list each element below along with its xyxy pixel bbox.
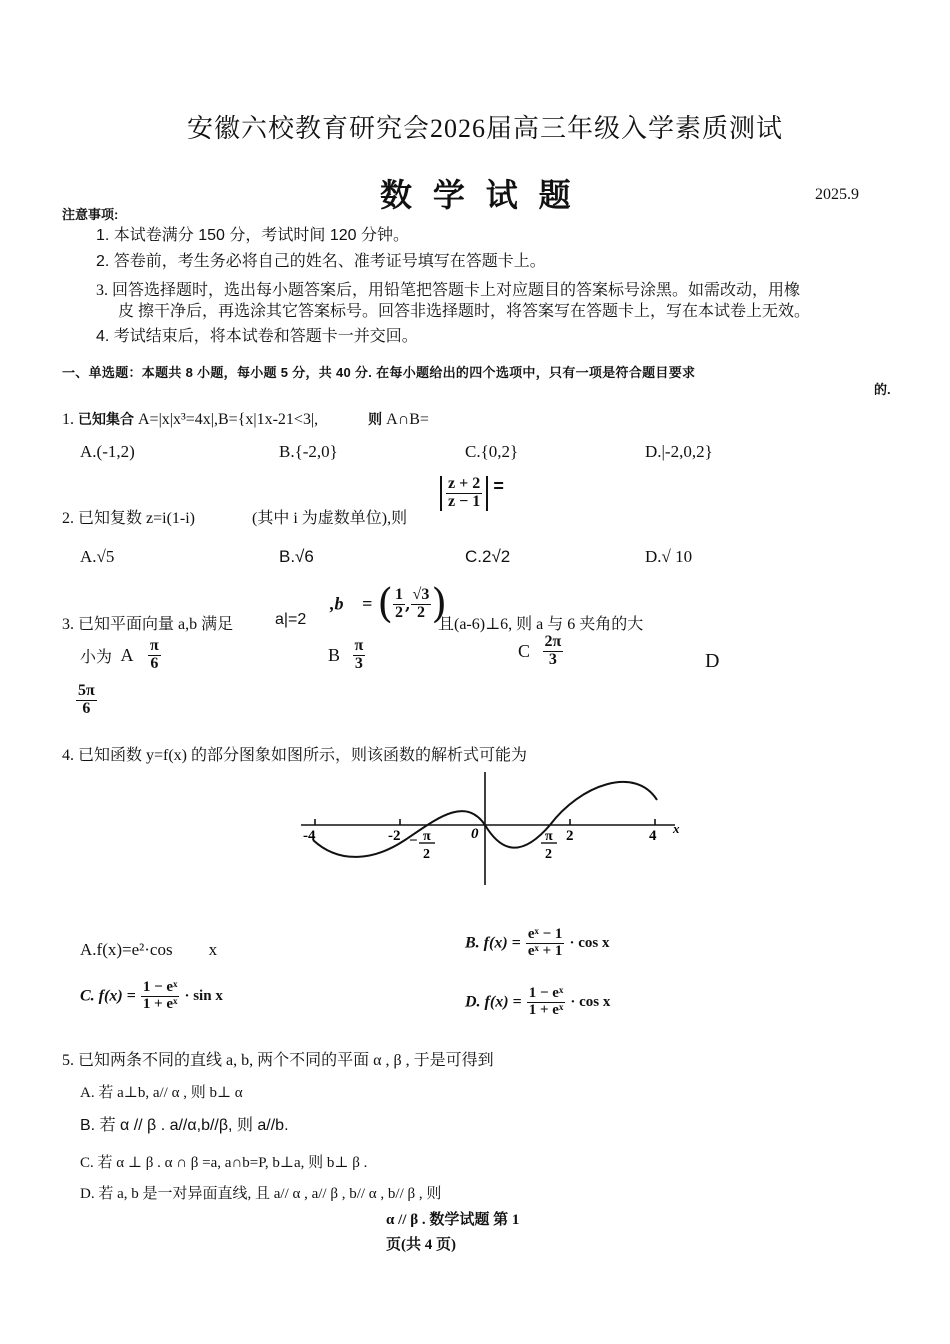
q4-opt-d-label: D. f(x) =: [465, 993, 522, 1011]
q1-then: 则: [368, 411, 383, 427]
q1-option-b: B.{-2,0}: [279, 442, 338, 461]
q2-equals: =: [493, 476, 504, 496]
exam-date: 2025.9: [815, 186, 859, 203]
notice-item: 皮 擦干净后，再选涂其它答案标号。回答非选择题时，将答案写在答题卡上，写在本试卷上无效。: [118, 303, 811, 320]
q2-note: (其中 i 为虚数单位),则: [252, 510, 408, 527]
q5-option-b: B. 若 α // β . a//α,b//β, 则 a//b.: [80, 1117, 289, 1134]
q1-label: 已知集合: [78, 411, 134, 427]
notice-item: 1. 本试卷满分 150 分，考试时间 120 分钟。: [96, 227, 409, 244]
q3-option-d-value: [76, 683, 97, 718]
footer-line1: α // β . 数学试题 第 1: [386, 1212, 520, 1228]
q4-opt-b-tail: · cos x: [569, 934, 610, 951]
q4-opt-a-expr: A.f(x)=e²·cos: [80, 940, 173, 959]
origin-label: 0: [471, 826, 479, 842]
q4-opt-d-tail: · cos x: [570, 993, 611, 1010]
subject-title: 数 学 试 题: [380, 177, 577, 213]
q3-opt-b-den: 3: [354, 654, 363, 672]
q3-option-b: [328, 638, 365, 673]
question-4-stem: 4. 已知函数 y=f(x) 的部分图象如图所示，则该函数的解析式可能为: [62, 747, 528, 764]
question-5-stem: 5. 已知两条不同的直线 a, b, 两个不同的平面 α , β , 于是可得到: [62, 1052, 494, 1069]
notice-item: 2. 答卷前，考生务必将自己的姓名、准考证号填写在答题卡上。: [96, 253, 546, 270]
q2-option-a: A.√5: [80, 547, 115, 566]
q4-opt-c-num: 1 − eˣ: [142, 979, 178, 995]
q1-option-d: D.|-2,0,2}: [645, 442, 713, 461]
q2-denominator: z − 1: [448, 492, 481, 510]
footer-line2: 页(共 4 页): [386, 1237, 456, 1253]
q3-opt-c-den: 3: [548, 650, 557, 668]
q4-opt-b-num: eˣ − 1: [527, 926, 563, 942]
q3-opt-a-num: π: [150, 637, 159, 654]
q3-bx-num: 1: [394, 585, 403, 603]
q4-opt-c-label: C. f(x) =: [80, 987, 136, 1005]
q5-option-d: D. 若 a, b 是一对异面直线, 且 a// α , a// β , b// α , b// β , 则: [80, 1186, 442, 1202]
section-heading-cont: 的.: [874, 382, 891, 397]
q5-option-a: A. 若 a⊥b, a// α , 则 b⊥ α: [80, 1085, 243, 1101]
q1-sets: A=|x|x³=4x|,B={x|1x-21<3|,: [138, 411, 319, 428]
q4-opt-c-den: 1 + eˣ: [142, 995, 178, 1012]
question-3-stem: 3. 已知平面向量 a,b 满足: [62, 616, 234, 633]
notice-item: 4. 考试结束后，将本试卷和答题卡一并交回。: [96, 328, 418, 345]
q3-bvec-label: ,b⃗ =: [330, 593, 373, 614]
q3-vector-b: ,b⃗ = ( $\frac{1}{2}$ , $\frac{√3}{2}$ ): [330, 581, 447, 627]
q4-opt-b-den: eˣ + 1: [527, 942, 563, 959]
q2-numerator: z + 2: [448, 475, 481, 492]
exam-title: 安徽六校教育研究会2026届高三年级入学素质测试: [186, 114, 783, 143]
q4-opt-c-tail: · sin x: [184, 987, 223, 1004]
q3-opt-d-den: 6: [82, 699, 91, 717]
q3-opt-d-num: 5π: [78, 682, 95, 699]
q3-line2: [80, 638, 161, 673]
q3-bx-den: 2: [394, 603, 403, 621]
q3-opt-b-label: B: [328, 644, 341, 665]
q4-option-d: [465, 986, 610, 1019]
section-heading: 一、单选题：本题共 8 小题，每小题 5 分，共 40 分. 在每小题给出的四个选项中，只有一项是符合题目要求: [62, 365, 696, 380]
q3-rest: 且(a-6)⊥6, 则 a 与 6 夹角的大: [438, 616, 644, 633]
neg-sign: −: [409, 833, 418, 849]
tick-label-2: 2: [566, 828, 574, 844]
q3-by-den: 2: [416, 603, 425, 621]
q4-opt-a-x: x: [208, 940, 218, 959]
q4-opt-b-label: B. f(x) =: [465, 934, 521, 952]
question-1-stem: [62, 409, 429, 429]
q4-opt-d-num: 1 − eˣ: [528, 985, 564, 1001]
tick-label-neg4: -4: [303, 828, 316, 844]
q3-ask: 小为: [80, 648, 113, 666]
q3-option-d: D: [705, 650, 720, 672]
q3-opt-c-label: C: [518, 640, 531, 661]
q2-option-b: B.√6: [279, 547, 314, 566]
tick-label-4: 4: [649, 828, 657, 844]
q4-option-c: [80, 980, 223, 1013]
q1-ask: A∩B=: [386, 411, 429, 428]
neg-pi-half-num: π: [423, 829, 431, 844]
q1-number: 1.: [62, 411, 78, 428]
q2-option-c: C.2√2: [465, 547, 511, 566]
tick-label-neg2: -2: [388, 828, 401, 844]
question-2-stem: 2. 已知复数 z=i(1-i): [62, 510, 196, 527]
q2-abs-expression: [440, 476, 504, 511]
q4-function-graph: [295, 770, 695, 890]
q1-option-a: A.(-1,2): [80, 442, 135, 461]
q5-option-c: C. 若 α ⊥ β . α ∩ β =a, a∩b=P, b⊥a, 则 b⊥ β .: [80, 1155, 368, 1171]
notice-item: 3. 回答选择题时，选出每小题答案后，用铅笔把答题卡上对应题目的答案标号涂黑。如需改动，用橡: [96, 282, 801, 299]
q4-option-b: [465, 927, 609, 960]
pi-half-num: π: [545, 829, 553, 844]
q3-opt-c-num: 2π: [544, 633, 562, 650]
q3-opt-b-num: π: [354, 637, 364, 654]
q3-condition: a|=2: [275, 611, 307, 628]
q3-opt-a-den: 6: [150, 654, 159, 672]
q3-by-num: √3: [412, 585, 430, 603]
q1-option-c: C.{0,2}: [465, 442, 519, 461]
q4-option-a: [80, 940, 217, 960]
q3-option-c: [518, 634, 563, 669]
notice-heading: 注意事项:: [62, 207, 119, 222]
q2-option-d: D.√ 10: [645, 547, 693, 566]
x-axis-label: x: [673, 821, 680, 836]
neg-pi-half-den: 2: [423, 847, 430, 862]
q3-opt-a-label: A: [120, 644, 134, 665]
q4-opt-d-den: 1 + eˣ: [528, 1001, 564, 1018]
pi-half-den: 2: [545, 847, 552, 862]
